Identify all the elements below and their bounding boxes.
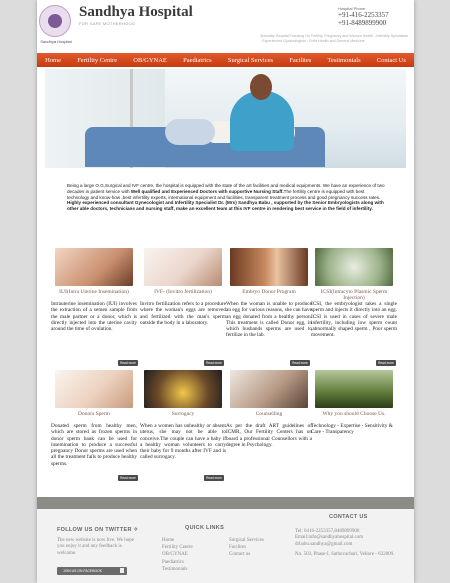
service-image[interactable]: [144, 248, 222, 286]
read-more-button[interactable]: Read more: [376, 360, 396, 366]
service-description: When a women has unhealthy or absent uterus, she may not be able to conceive.The couple can have a baby if a healthy woman volunteers to carry their baby for 9 months after IVF and is called surrogacy.: [140, 423, 226, 461]
service-description: Donated sperm from healthy men, which are stored as frozen sperms in donor sperm bank can be used for insemination to produce a successful pregnancy Donor sperms are used when all the treatment fails to produce healthy sperms.: [51, 423, 137, 467]
footer-links-col2: [229, 537, 264, 559]
nav-testimonials[interactable]: Testimonials: [327, 56, 361, 64]
footer-band: [37, 497, 414, 509]
footer-link-contact-us[interactable]: Contact us: [229, 552, 251, 558]
phone-number: +91-8489899900: [338, 19, 387, 27]
join-facebook-button[interactable]: [57, 567, 127, 575]
read-more-button[interactable]: Read more: [204, 360, 224, 366]
service-image[interactable]: [315, 248, 393, 286]
service-title[interactable]: Donors Sperm: [78, 411, 110, 417]
footer-link-testimonials[interactable]: Testimonials: [162, 566, 188, 572]
footer-follow-title: [57, 527, 139, 533]
page: [37, 0, 414, 583]
site-title[interactable]: Sandhya Hospital: [79, 4, 193, 20]
service-description: Intrauterine insemination (IUI) involves the extraction of a semen sample from the male partner or a donor, which is directly injected into the uterine cavity around the time of ovulation.: [51, 301, 137, 333]
nav-obgynae[interactable]: OB/GYNAE: [133, 56, 167, 64]
service-card-ivf: [140, 248, 226, 326]
service-title[interactable]: ICSI(Intracyto Plasmic Sperm Injection): [320, 289, 388, 301]
read-more-button[interactable]: Read more: [118, 360, 138, 366]
service-description: Invitro fertilization refers to a procedure where the woman's eggs are removed and fertilized with the man's sperm outside the body in a laboratory.: [140, 301, 226, 326]
footer-follow-text: The new website is now live. We hope you enjoy it and any feedback is welcome.: [57, 538, 134, 556]
service-card-surrogacy: [140, 370, 226, 461]
read-more-button[interactable]: Read more: [290, 360, 310, 366]
intro-highlight: Highly experienced consultant Gynecologist and Infertility Specialist Dr. (Mrs) Sandhya Babu , supported by the Senior Embryologists along with other able doctors, technicians and nursing staff, make an excellent team at this IVF centre in rendering best service in the field of infertility.: [67, 200, 384, 212]
phone-box: [338, 6, 410, 27]
nav-paediatrics[interactable]: Paediatrics: [183, 56, 212, 64]
footer-link-facilites[interactable]: Facilites: [229, 545, 246, 551]
footer-link-home[interactable]: Home: [162, 538, 175, 543]
service-title[interactable]: Embryo Donor Program: [242, 289, 296, 295]
read-more-button[interactable]: Read more: [204, 475, 224, 481]
footer-follow-title-text: FOLLOW US ON TWITTER: [57, 527, 132, 533]
service-card-icsi: [311, 248, 397, 339]
footer-contact-title: CONTACT US: [329, 514, 368, 520]
nav-home[interactable]: Home: [45, 56, 61, 64]
service-image[interactable]: [144, 370, 222, 408]
service-title[interactable]: Counselling: [255, 411, 283, 417]
footer-contact-email[interactable]: drbabu.sandhya@gmail.com: [295, 541, 353, 547]
read-more-button[interactable]: Read more: [118, 475, 138, 481]
service-description: As per the draft ART guidelines of ICMR, Our Fertility Centers has on board a professional Counsellors with a degree in Psychology.: [226, 423, 312, 448]
footer-link-fertility-centre[interactable]: Fertility Centre: [162, 545, 193, 551]
service-card-why-choose-us: [311, 370, 397, 436]
service-image[interactable]: [315, 370, 393, 408]
header-note: Specialty Hospital Focusing On Fertility, Pregnancy and Women Health - Infertility Specialists - Experienced Gynecologists - Child Health and General Medicine: [260, 34, 408, 43]
intro-text: Being a large O.G,Surgical and IVF centre, the hospital is equipped with the state of the art facilities and medical equipments. We have an experience of two decades in patient service with: [67, 183, 385, 194]
hero-doctor: [230, 91, 294, 151]
hero-doctor-face: [250, 74, 272, 100]
service-description: Technology - Expertise - Sensitivity & Care - Transparency: [311, 423, 393, 436]
arrow-icon: [120, 568, 124, 573]
service-card-iui: [51, 248, 137, 332]
service-title[interactable]: IUI(Intra Uterine Insemination): [59, 289, 129, 295]
nav-surgical-services[interactable]: Surgical Services: [227, 56, 274, 64]
footer-quick-links-title: QUICK LINKS: [185, 525, 225, 531]
service-title[interactable]: IVF- (Invitro fertilization): [154, 289, 212, 295]
service-card-embryo-donor: [226, 248, 312, 339]
hospital-logo[interactable]: [37, 3, 75, 49]
service-image[interactable]: [55, 248, 133, 286]
footer-contact-block: [295, 529, 410, 558]
service-image[interactable]: [230, 248, 308, 286]
service-image[interactable]: [230, 370, 308, 408]
twitter-icon[interactable]: ✈: [133, 527, 139, 533]
footer-contact-line: Tel: 0416-2253357,8489899900: [295, 529, 360, 534]
footer-contact-email[interactable]: Email:info@sandhyahospital.com: [295, 535, 364, 541]
service-title[interactable]: Why you should Choose Us.: [322, 411, 386, 417]
intro-text: The fertility centre is equipped with best technology and know-how ,best infertility experts, international equipment and facilities, transparent treatment process and good pregnancy success rates.: [67, 188, 381, 200]
footer-link-obgynae[interactable]: OB/GYNAE: [162, 552, 188, 558]
main-nav: [37, 53, 414, 67]
phone-number: +91-416-2253357: [338, 11, 389, 19]
footer-link-surgical-services[interactable]: Surgical Services: [229, 538, 264, 543]
hero-banner-image: [45, 69, 406, 168]
service-description: ICSI, the embryologist takes a single sperm and injects it directly into an egg. ICSI is used in cases of severe male infertility, including low sperm count ,abnormally shaped sperm , Poor sperm movement.: [311, 301, 397, 339]
phone-label: Hospital Phone: [338, 6, 366, 11]
logo-caption: Sandhya Hospital: [40, 39, 72, 44]
service-title[interactable]: Surrogacy: [171, 411, 195, 417]
intro-paragraph: [67, 183, 385, 212]
logo-emblem: [39, 5, 71, 37]
footer-link-paediatrics[interactable]: Paediatrics: [162, 559, 184, 565]
site-tagline: FOR SAFE MOTHERHOOD: [79, 21, 136, 26]
footer-links-col1: [162, 537, 193, 573]
footer-address: No. 503, Phase-I, Sathuvachari, Vellore - 632009.: [295, 551, 395, 557]
nav-fertility-centre[interactable]: Fertility Centre: [77, 56, 118, 64]
service-image[interactable]: [55, 370, 133, 408]
hero-baby: [165, 119, 215, 145]
service-card-donor-sperm: [51, 370, 137, 467]
facebook-button-label: JOIN US ON FACEBOOK: [63, 569, 102, 573]
nav-contact-us[interactable]: Contact Us: [376, 56, 406, 64]
nav-facilites[interactable]: Facilites: [289, 56, 312, 64]
service-description: When the woman is unable to produce an egg for various reasons, she can have an egg donated from a healthy person. This treatment is called Donor egg, in which husbands sperms are used to fertilize in the lab.: [226, 301, 312, 339]
intro-highlight: Well qualified and Experienced Doctors with supportive Nursing Staff.: [130, 188, 284, 194]
service-card-counselling: [226, 370, 312, 448]
